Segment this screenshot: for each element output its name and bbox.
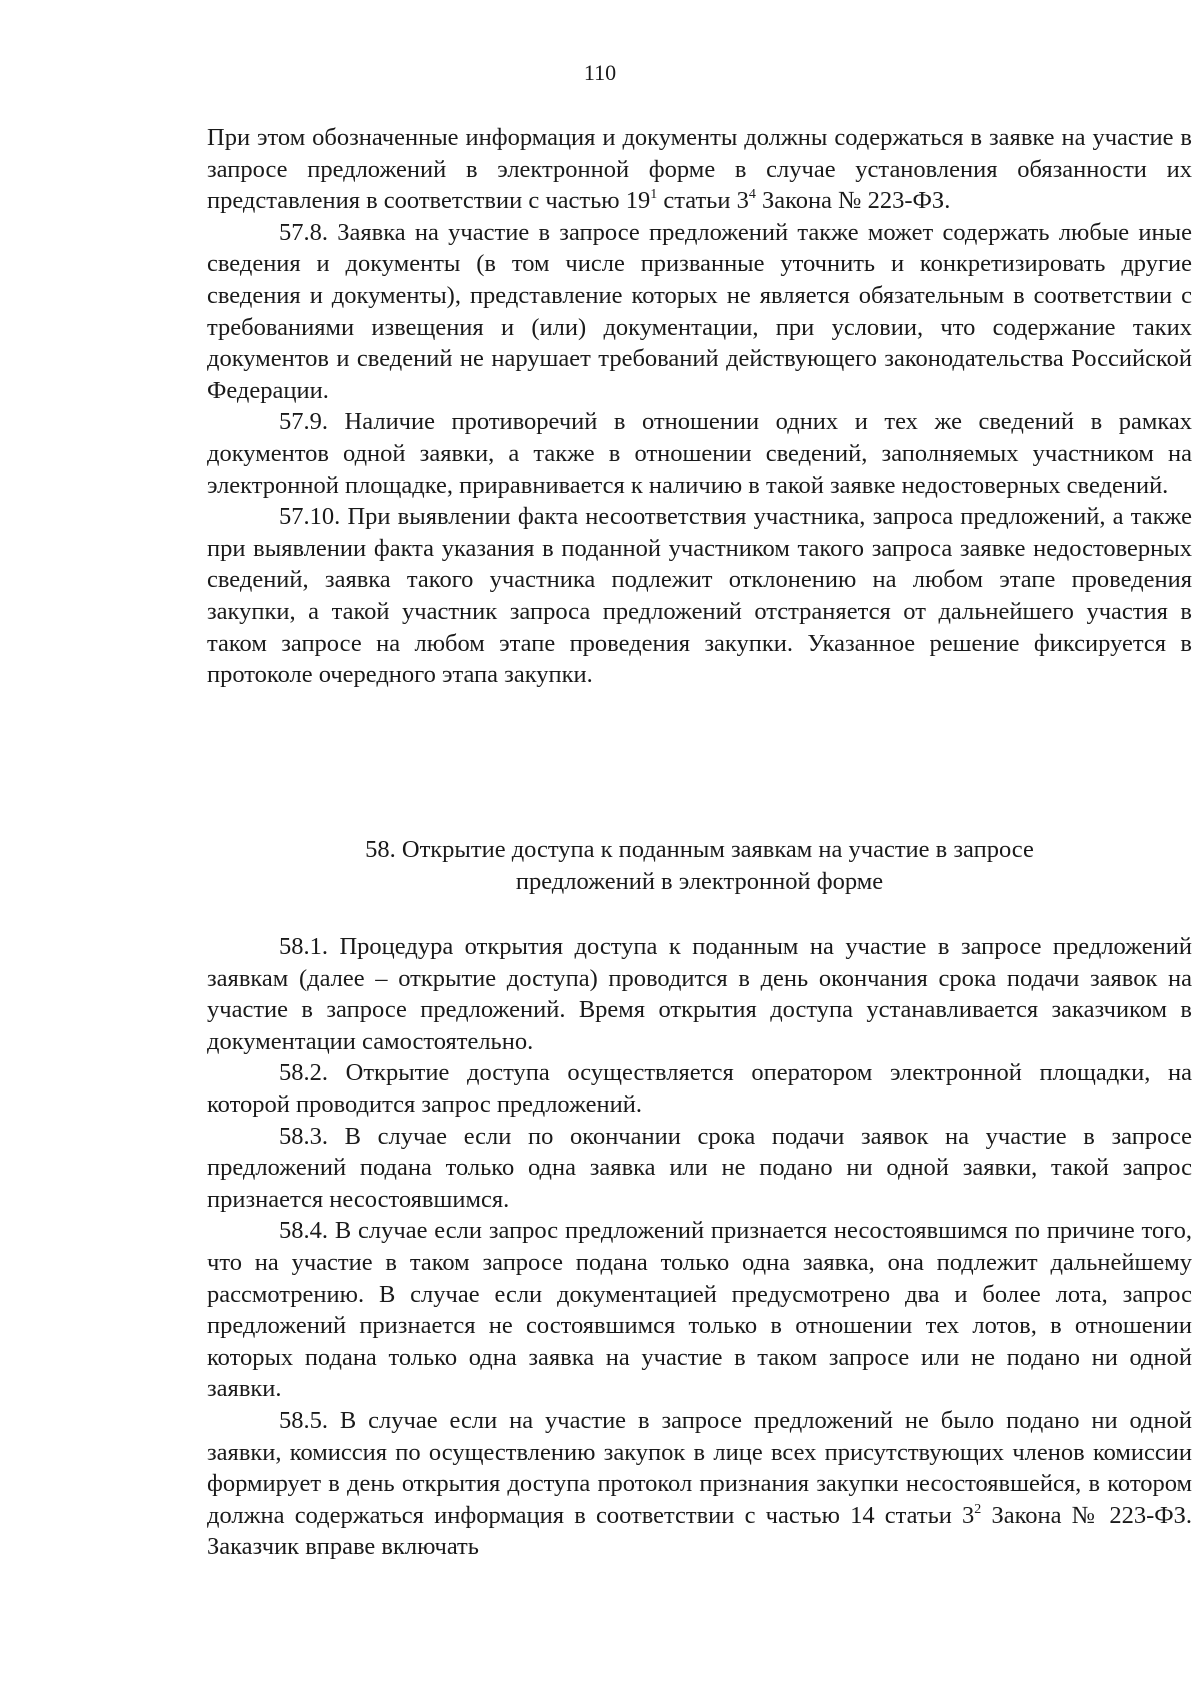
superscript: 1 (650, 187, 658, 203)
paragraph-continuation (207, 122, 1192, 217)
superscript: 4 (748, 187, 756, 203)
paragraph-58-2: 58.2. Открытие доступа осуществляется оператором электронной площадки, на которой проводится запрос предложений. (207, 1059, 1192, 1118)
paragraph-text: статьи 3 (657, 187, 749, 215)
paragraph-58-1: 58.1. Процедура открытия доступа к поданным на участие в запросе предложений заявкам (далее – открытие доступа) проводится в день окончания срока подачи заявок на участие в запросе предложений. Время открытия доступа устанавливается заказчиком в документации самостоятельно. (207, 933, 1192, 1055)
paragraph-57-9: 57.9. Наличие противоречий в отношении одних и тех же сведений в рамках документов одной заявки, а также в отношении сведений, заполняемых участником на электронной площадке, приравнивается к наличию в такой заявке недостоверных сведений. (207, 408, 1192, 499)
text-block-bottom (207, 931, 1192, 1563)
paragraph-57-10: 57.10. При выявлении факта несоответствия участника, запроса предложений, а также при выявлении факта указания в поданной участником такого запроса заявке недостоверных сведений, заявка такого участника подлежит отклонению на любом этапе проведения закупки, а такой участник запроса предложений отстраняется от дальнейшего участия в таком запросе на любом этапе проведения закупки. Указанное решение фиксируется в протоколе очередного этапа закупки. (207, 503, 1192, 689)
paragraph-text: Закона № 223-ФЗ. Заказчик вправе включать (207, 1501, 1192, 1561)
paragraph-text: 58.5. В случае если на участие в запросе предложений не было подано ни одной заявки, комиссия по осуществлению закупок в лице всех присутствующих членов комиссии формирует в день открытия доступа протокол признания закупки несостоявшейся, в котором должна содержаться информация в соответствии с частью 14 статьи 3 (207, 1406, 1192, 1529)
text-block-top (207, 122, 1192, 691)
paragraph-58-4: 58.4. В случае если запрос предложений признается несостоявшимся по причине того, что на участие в таком запросе подана только одна заявка, она подлежит дальнейшему рассмотрению. В случае если документацией предусмотрено два и более лота, запрос предложений признается не состоявшимся только в отношении тех лотов, в отношении которых подана только одна заявка на участие в таком запросе или не подано ни одной заявки. (207, 1217, 1192, 1403)
paragraph-57-8: 57.8. Заявка на участие в запросе предложений также может содержать любые иные сведения и документы (в том числе призванные уточнить и конкретизировать другие сведения и документы), представление которых не является обязательным в соответствии с требованиями извещения и (или) документации, при условии, что содержание таких документов и сведений не нарушает требований действующего законодательства Российской Федерации. (207, 218, 1192, 404)
section-heading-line: 58. Открытие доступа к поданным заявкам на участие в запросе (365, 836, 1034, 863)
paragraph-58-3: 58.3. В случае если по окончании срока подачи заявок на участие в запросе предложений подана только одна заявка или не подано ни одной заявки, такой запрос признается несостоявшимся. (207, 1122, 1192, 1213)
section-heading-line: предложений в электронной форме (515, 868, 884, 895)
superscript: 2 (974, 1501, 982, 1517)
section-heading-58 (207, 834, 1192, 898)
paragraph-text: Закона № 223-ФЗ. (755, 187, 951, 215)
paragraph-text: При этом обозначенные информация и документы должны содержаться в заявке на участие в запросе предложений в электронной форме в случае установления обязанности их представления в соответствии с частью 19 (207, 124, 1192, 215)
page-number: 110 (583, 60, 617, 85)
paragraph-58-5 (207, 1405, 1192, 1563)
